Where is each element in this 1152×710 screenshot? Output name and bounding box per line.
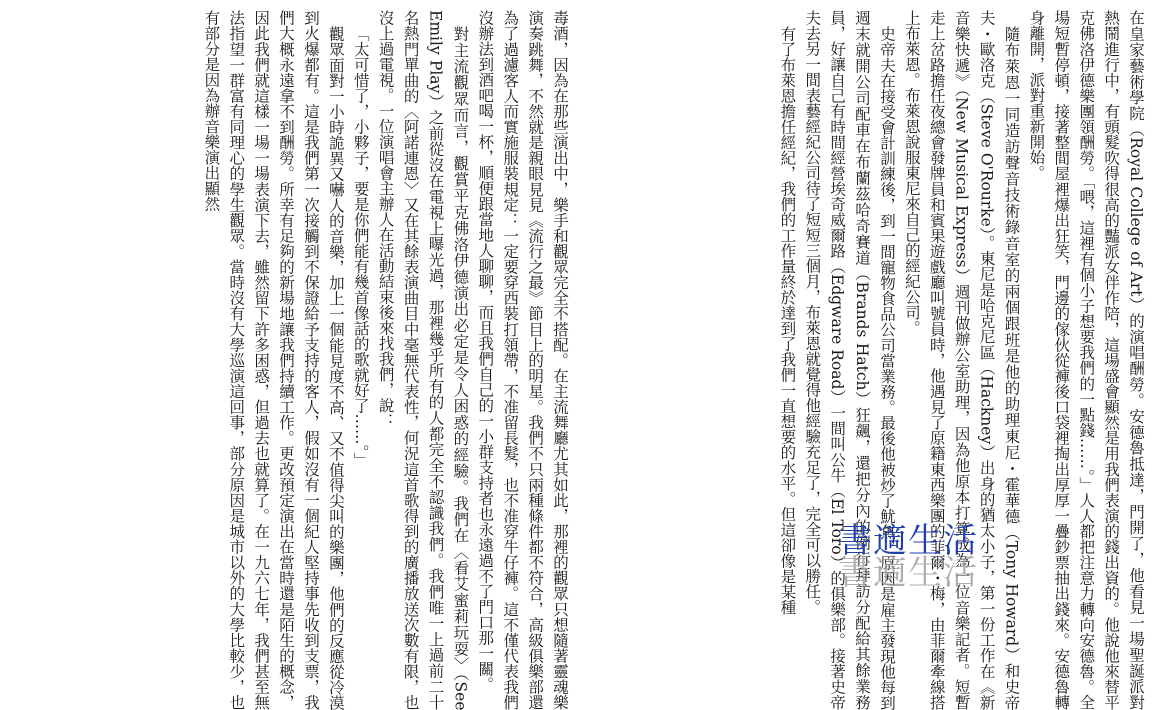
paragraph: 觀眾面對一小時詭異又嚇人的音樂，加上一個能見度不高、又不值得尖叫的樂團，他們的反應從冷漠到火爆都有。這是我們第一次接觸到不保證給予支持的客人，假如沒有一個紀人堅持事先收到支票，我們大概永遠拿不到酬勞。所幸有足夠的新場地讓我們持續工作。更改預定演出在當時還是陌生的概念，因此我們就這樣一場一場表演下去，雖然留下許多困惑，但過去也就算了。在一九六七年，我們甚至無法指望一群富有同理心的學生觀眾。當時沒有大學巡演這回事，部分原因是城市以外的大學比較少，也有部分是因為辦音樂演出顯然 <box>202 10 345 710</box>
watermark-logo <box>838 521 978 593</box>
paragraph: 有了布萊恩擔任經紀，我們的工作量終於達到了我們一直想要的水平。但這卻像是某種 <box>778 25 797 615</box>
quotation: 「太可惜了，小夥子，要是你們能有幾首像話的歌就好了……。」 <box>351 25 370 468</box>
paragraph: 在皇家藝術學院（Royal College of Art）的演唱酬勞。安德魯抵達，門開了，他看見一場聖誕派對熱鬧進行中，有頭髮吹得很高的豔派女伴作陪，這場盛會顯然是用我們表演的錢出資的。他說他來替平克佛洛伊德樂團領酬勞。「喂，這裡有個小子想要我們的一點錢……。」人人都把注意力轉向安德魯。全場短暫停頓，接著整間屋裡爆出狂笑，門邊的傢伙從褲後口袋裡掏出厚厚一疊鈔票抽出錢來。安德魯轉身離開，派對重新開始。 <box>1027 10 1145 710</box>
watermark-text-shadow: 書適生活 <box>838 553 978 593</box>
paragraph: 毒酒，因為在那些演出中，樂手和觀眾完全不搭配。在主流舞廳尤其如此，那裡的觀眾只想隨著靈魂樂演奏跳舞，不然就是親眼見見《流行之最》節目上的明星。我們不只兩種條件都不符合，高級俱樂部還為了過濾客人而實施服裝規定：一定要穿西裝打領帶，不准留長髮，也不准穿牛仔褲。這不僅代表我們沒辦法到酒吧喝一杯，順便跟當地人聊聊，而且我們自己的一小群支持者也永遠過不了門口那一關。 <box>476 10 569 710</box>
left-page-column <box>6 0 572 710</box>
watermark-text-primary: 書適生活 <box>838 521 978 561</box>
paragraph: 隨布萊恩一同造訪聲音技術錄音室的兩個跟班是他的助理東尼・霍華德（Tony Howard）和史帝夫・歐洛克（Steve O'Rourke）。東尼是哈克尼區（Hackney）出身的猶太小子，第一份工作在《新音樂快遞》（New Musical Express）週刊做辦公室助理，因為他原本打算成為一位音樂記者。短暫走上岔路擔任夜總會發牌員和賓果遊戲廳叫號員時，他遇見了原籍東西樂團的菲爾・梅，由菲爾牽線搭上布萊恩。布萊恩說服東尼來自己的經紀公司。 <box>902 10 1021 710</box>
right-page-column <box>584 0 1148 710</box>
paragraph: 史帝夫在接受會計訓練後，到一間寵物食品公司當業務。最後他被炒了魷魚，原因是雇主發現他每到週末就開公司配車在布蘭茲哈奇賽道（Brands Hatch）狂飆，還把分內的例行拜訪分配給其餘業務員，好讓自己有時間經營埃奇威爾路（Edgware Road）一間叫公牛（El Toro）的俱樂部。接著史帝夫去另一間表藝經紀公司待了短短三個月，布萊恩就覺得他經驗充足了，完全可以勝任。 <box>803 10 896 710</box>
paragraph: 對主流觀眾而言，觀賞平克佛洛伊德演出必定是令人困惑的經驗。我們在〈看艾蜜莉玩耍〉（See Emily Play）之前從沒在電視上曝光過，那裡幾乎所有的人都完全不認識我們。我們唯一上過前二十名熱門單曲的〈阿諾連恩〉又在其餘表演曲目中毫無代表性，何況這首歌得到的廣播放送次數有限，也沒上過電視。一位演唱會主辦人在活動結束後來找我們，說： <box>376 10 470 710</box>
